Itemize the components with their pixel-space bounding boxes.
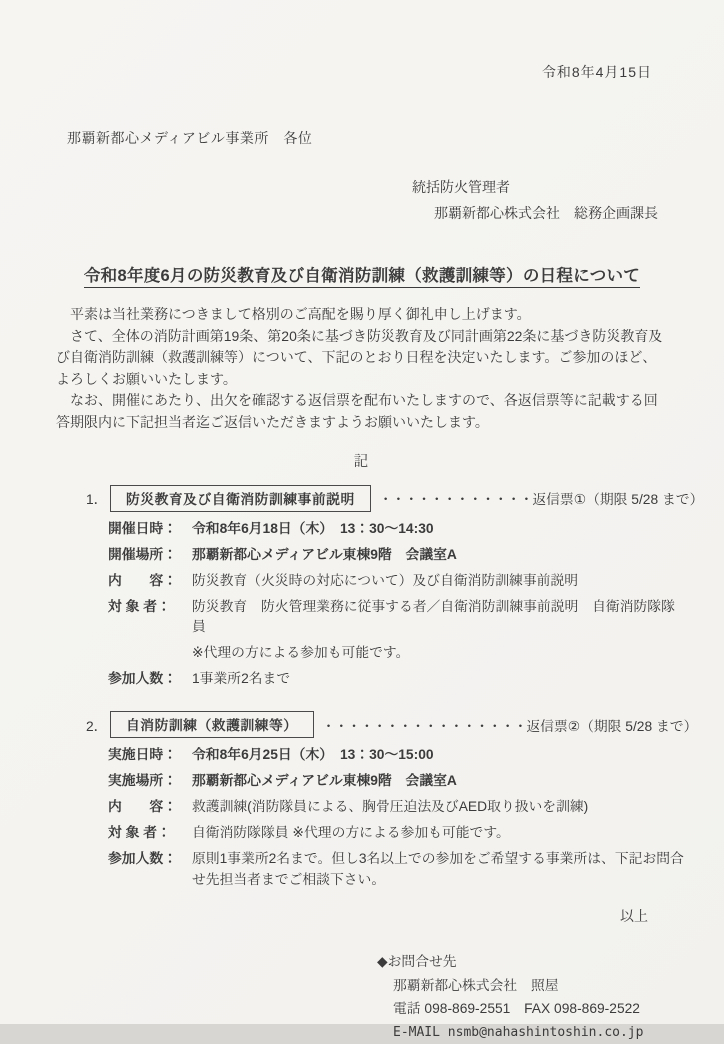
- sender-block: [412, 174, 724, 226]
- detail-value: 1事業所2名まで: [186, 669, 684, 690]
- record-marker: 記: [0, 450, 724, 471]
- detail-label: 参加人数：: [108, 849, 186, 890]
- detail-label: 開催日時：: [108, 519, 186, 540]
- detail-label: 対 象 者：: [108, 823, 186, 844]
- document-title: [0, 262, 724, 286]
- section-1-heading: [86, 483, 684, 513]
- detail-value: 那覇新都心メディアビル東棟9階 会議室A: [186, 545, 684, 566]
- contact-heading: ◆お問合せ先: [377, 950, 724, 974]
- detail-value: 防災教育（火災時の対応について）及び自衛消防訓練事前説明: [186, 571, 684, 592]
- section-1-reply-slip: 返信票①（期限 5/28 まで）: [532, 488, 703, 508]
- closing-marker: 以上: [0, 906, 724, 926]
- sender-name: 那覇新都心株式会社 総務企画課長: [434, 200, 724, 226]
- section-2-leader-dots: ・・・・・・・・・・・・・・・・: [322, 715, 527, 735]
- paragraph-purpose: さて、全体の消防計画第19条、第20条に基づき防災教育及び同計画第22条に基づき防災教育及び自衛消防訓練（救護訓練等）について、下記のとおり日程を決定いたします。ご参加のほど、よろしくお願いいたします。: [56, 326, 670, 391]
- detail-row-note: [108, 643, 684, 664]
- detail-row: [108, 571, 684, 592]
- section-2-boxed-title: 自消防訓練（救護訓練等）: [110, 711, 314, 738]
- detail-row: [108, 797, 684, 818]
- section-training-briefing: [86, 483, 684, 690]
- detail-row: [108, 823, 684, 844]
- detail-label: [108, 643, 186, 664]
- detail-value: 那覇新都心メディアビル東棟9階 会議室A: [186, 771, 684, 792]
- detail-value: 令和8年6月25日（木） 13：30～15:00: [186, 745, 684, 766]
- detail-label: 開催場所：: [108, 545, 186, 566]
- contact-block: [377, 950, 724, 1044]
- paragraph-greeting: 平素は当社業務につきまして格別のご高配を賜り厚く御礼申し上げます。: [56, 304, 670, 326]
- paragraph-reply-request: なお、開催にあたり、出欠を確認する返信票を配布いたしますので、各返信票等に記載する回答期限内に下記担当者迄ご返信いただきますようお願いいたします。: [56, 390, 670, 433]
- sender-title: 統括防火管理者: [412, 174, 724, 200]
- section-rescue-training: [86, 710, 684, 891]
- detail-label: 参加人数：: [108, 669, 186, 690]
- document-date: 令和8年4月15日: [0, 0, 724, 82]
- section-2-heading: [86, 710, 684, 740]
- detail-row: [108, 669, 684, 690]
- detail-label: 内 容：: [108, 571, 186, 592]
- detail-row: [108, 545, 684, 566]
- section-2-number: 2．: [86, 715, 110, 735]
- section-1-number: 1．: [86, 488, 110, 508]
- detail-value: 原則1事業所2名まで。但し3名以上での参加をご希望する事業所は、下記お問合せ先担当者までご相談下さい。: [186, 849, 684, 890]
- detail-row: [108, 745, 684, 766]
- section-2-reply-slip: 返信票②（期限 5/28 まで）: [526, 715, 697, 735]
- detail-value: 自衛消防隊隊員 ※代理の方による参加も可能です。: [186, 823, 684, 844]
- section-1-boxed-title: 防災教育及び自衛消防訓練事前説明: [110, 485, 371, 512]
- detail-value: 救護訓練(消防隊員による、胸骨圧迫法及びAED取り扱いを訓練): [186, 797, 684, 818]
- detail-row: [108, 849, 684, 890]
- document-title-text: 令和8年度6月の防災教育及び自衛消防訓練（救護訓練等）の日程について: [84, 267, 640, 288]
- recipient-line: 那覇新都心メディアビル事業所 各位: [67, 128, 724, 148]
- detail-row: [108, 597, 684, 638]
- detail-label: 内 容：: [108, 797, 186, 818]
- detail-label: 実施日時：: [108, 745, 186, 766]
- detail-label: 実施場所：: [108, 771, 186, 792]
- detail-row: [108, 519, 684, 540]
- detail-value: 令和8年6月18日（木） 13：30～14:30: [186, 519, 684, 540]
- detail-row: [108, 771, 684, 792]
- contact-company: 那覇新都心株式会社 照屋: [393, 974, 724, 998]
- section-1-leader-dots: ・・・・・・・・・・・・: [379, 488, 533, 508]
- detail-label: 対 象 者：: [108, 597, 186, 638]
- body-paragraphs: [56, 304, 670, 433]
- contact-email: E-MAIL nsmb@nahashintoshin.co.jp: [393, 1021, 724, 1044]
- contact-phone-fax: 電話 098-869-2551 FAX 098-869-2522: [393, 997, 724, 1021]
- detail-note: ※代理の方による参加も可能です。: [186, 643, 684, 664]
- detail-value: 防災教育 防火管理業務に従事する者／自衛消防訓練事前説明 自衛消防隊隊員: [186, 597, 684, 638]
